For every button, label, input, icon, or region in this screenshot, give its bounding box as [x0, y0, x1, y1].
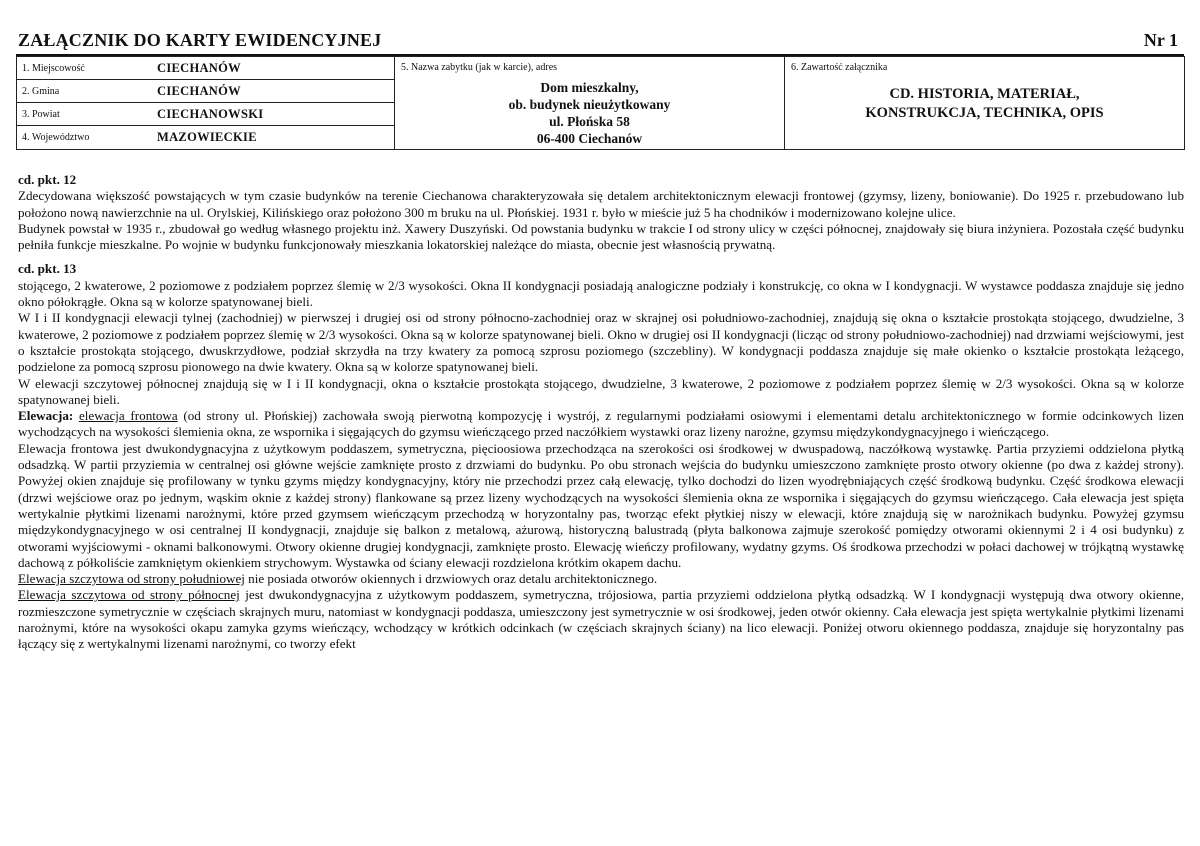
contents-cell: [785, 57, 1185, 150]
section-heading: cd. pkt. 12: [18, 172, 77, 187]
south-elevation-text: nie posiada otworów okiennych i drzwiowych oraz detalu architektonicznego.: [244, 571, 658, 587]
field-row-county: [17, 103, 394, 126]
field-value: MAZOWIECKIE: [157, 130, 257, 144]
field-label: 2. Gmina: [22, 85, 60, 97]
north-elevation-text: jest dwukondygnacyjna z użytkowym poddaszem, symetryczna, trójosiowa, partia przyziemi oddzielona płytką odsadzką. W I kondygnacji występują dwa otwory okienne, rozmieszczone symetrycznie w częściach skrajnych muru, natomiast w kondygnacji poddasza, umieszczony jest symetrycznie w osi środkowej, jeden otwór okienny. Cała elewacja jest spięta wertykalnie płytkimi lizenami narożnymi, które na wysokości okapu zamyka gzyms wieńczący, wchodzący w krótkich odcinkach (w częściach skrajnych ściany) na lico elewacji. Poniżej otworu okiennego poddasza, znajduje się horyzontalny pas łączący się z wertykalnymi lizenami narożnymi, co tworzy efekt: [18, 587, 1184, 652]
field-value: CIECHANOWSKI: [157, 106, 264, 121]
paragraph: W elewacji szczytowej północnej znajdują się w I i II kondygnacji, okna o kształcie prostokąta stojącego, dwudzielne, 3 kwaterowe, 2 poziomowe z podziałem poprzez ślemię w 2/3 wysokości. Okna są w kolorze spatynowanej bieli.: [18, 375, 1184, 407]
location-fields: [17, 57, 395, 150]
contents-line: CD. HISTORIA, MATERIAŁ,: [889, 86, 1080, 102]
field-row-commune: [17, 80, 394, 103]
monument-line: Dom mieszkalny,: [540, 80, 639, 95]
page-number: Nr 1: [1143, 30, 1178, 50]
contents-title: [785, 73, 1184, 123]
field-label: 1. Miejscowość: [22, 62, 85, 74]
field-value: CIECHANÓW: [157, 60, 241, 75]
field-row-locality: [17, 57, 394, 80]
monument-line: ob. budynek nieużytkowany: [508, 97, 671, 112]
elevation-text: (od strony ul. Płońskiej) zachowała swoją pierwotną kompozycję i wystrój, z regularnymi podziałami osiowymi i elementami detalu architektonicznego w formie odcinkowych lizen wychodzących na wysokości ślemienia okna, ze wspornika i sięgających do gzymsu wieńczącego przed naczółkiem wystawki oraz lizeny narożne, gzymsu międzykondygnacyjnego i wieńczącego.: [18, 408, 1184, 440]
field-label: 4. Województwo: [22, 132, 90, 143]
page-title: ZAŁĄCZNIK DO KARTY EWIDENCYJNEJ: [18, 30, 382, 50]
paragraph: W I i II kondygnacji elewacji tylnej (zachodniej) w pierwszej i drugiej osi od strony północno-zachodniej oraz w skrajnej osi południowo-zachodniej, znajdują się okna o kształcie prostokąta stojącego, dwudzielne, 3 kwaterowe, 2 poziomowe z podziałem poprzez ślemię w 2/3 wysokości. Okna są w kolorze spatynowanej bieli. Okno w drugiej osi II kondygnacji (licząc od strony południowo-zachodniej) nad drzwiami wejściowymi, jest o kształcie prostokąta stojącego, dwuskrzydłowe, podział skrzydła na trzy kwatery za pomocą szprosu poziomego (szczebliny). W kondygnacji poddasza znajduje się małe okienko o kształcie prostokąta leżącego, podzielone za pomocą szprosu pionowego na dwie kwatery. Okna są w kolorze spatynowanej bieli.: [18, 310, 1184, 375]
monument-cell: [395, 57, 785, 150]
south-elevation-link: Elewacja szczytowa od strony południowej: [18, 571, 245, 587]
elevation-label: Elewacja:: [18, 408, 74, 424]
paragraph: Budynek powstał w 1935 r., zbudował go według własnego projektu inż. Xawery Duszyński. Od powstania budynku w trakcie I od strony ulicy w części północnej, znajdowały się biura inżyniera. Pozostała część budynku pełniła funkcje mieszkalne. Po wojnie w budynku funkcjonowały mieszkania lokatorskiej należące do miasta, obecnie jest własnością prywatną.: [18, 220, 1184, 253]
north-elevation-link: Elewacja szczytowa od strony północnej: [18, 587, 240, 603]
field-value: CIECHANÓW: [157, 83, 241, 98]
paragraph: Zdecydowana większość powstających w tym czasie budynków na terenie Ciechanowa charakteryzowała się detalem architektonicznym elewacji frontowej (gzymsy, lizeny, boniowanie). Do 1925 r. przebudowano lub położono nową nawierzchnie na ul. Orylskiej, Kilińskiego oraz położono 300 m bruku na ul. Płońskiej. 1931 r. było w mieście już 5 ha chodników i modernizowano kolejne ulice.: [18, 188, 1184, 220]
monument-label: 5. Nazwa zabytku (jak w karcie), adres: [401, 62, 558, 73]
monument-line: ul. Płońska 58: [549, 114, 630, 129]
metadata-table: [16, 56, 1185, 150]
south-elevation-paragraph: [18, 571, 1184, 587]
elevation-paragraph: [18, 408, 1184, 441]
paragraph: stojącego, 2 kwaterowe, 2 poziomowe z podziałem poprzez ślemię w 2/3 wysokości. Okna II kondygnacji posiadają analogiczne podziały i konstrukcję, co okna w I kondygnacji. W wystawce poddasza znajduje się jedno okno półokrągłe. Okna są w kolorze spatynowanej bieli.: [18, 277, 1184, 310]
paragraph: Elewacja frontowa jest dwukondygnacyjna z użytkowym poddaszem, symetryczna, pięcioosiowa przechodząca na szerokości osi środkowej w dwuspadową, naczółkową wystawkę. Partia przyziemi oddzielona płytką odsadzką. W partii przyziemia w centralnej osi główne wejście zamknięte prosto z drzwiami do budynku. Po obu stronach wejścia do budynku umieszczono zamknięte prosto otwory okienne (po dwa z każdej strony). Powyżej okien znajduje się profilowany w tynku gzyms między kondygnacyjny, który nie przechodzi przez całą elewację, tylko dochodzi do lizen wyodrębniających część środkową budynku. Część środkowa elewacji (drzwi wejściowe oraz po jednym, wąskim oknie z każdej strony) flankowane są przez lizeny wychodzących na wysokości ślemienia okna ze wspornika i sięgających do gzymsu wieńczącego. Cała elewacja jest spięta wertykalnie płytkimi lizenami narożnymi, które przed gzymsem wieńczącym przechodzą w horyzontalny pas, tworząc efekt płytkiej niszy w elewacji, które znajdują się w narożnikach budynku. Powyżej gzymsu międzykondygnacyjnego w osi centralnej II kondygnacji, znajduje się balkon z metalową, ażurową, historyczną balustradą (płyta balkonowa zajmuje szerokość pomiędzy otworami okiennymi 2 i 4 osi budynku) z otworami wyjściowymi - oknami balkonowymi. Otwory okienne drugiej kondygnacji, zamknięte prosto. Elewację wieńczy profilowany, wydatny gzyms. Oś środkowa przechodzi w połaci dachowej w trójkątną wystawkę dachową z półkoliście zamkniętym okienkiem strychowym. Wystawka od ściany elewacji rozdzielona krótkim okapem dachu.: [18, 440, 1184, 570]
document-body: [18, 172, 1184, 653]
field-row-voivodeship: [17, 126, 394, 149]
contents-line: KONSTRUKCJA, TECHNIKA, OPIS: [865, 105, 1104, 121]
contents-label: 6. Zawartość załącznika: [791, 62, 888, 73]
front-elevation-link: elewacja frontowa: [78, 408, 178, 424]
monument-name: [395, 73, 784, 147]
monument-line: 06-400 Ciechanów: [536, 131, 643, 146]
north-elevation-paragraph: [18, 587, 1184, 652]
field-label: 3. Powiat: [22, 108, 60, 120]
section-heading: cd. pkt. 13: [18, 261, 77, 277]
